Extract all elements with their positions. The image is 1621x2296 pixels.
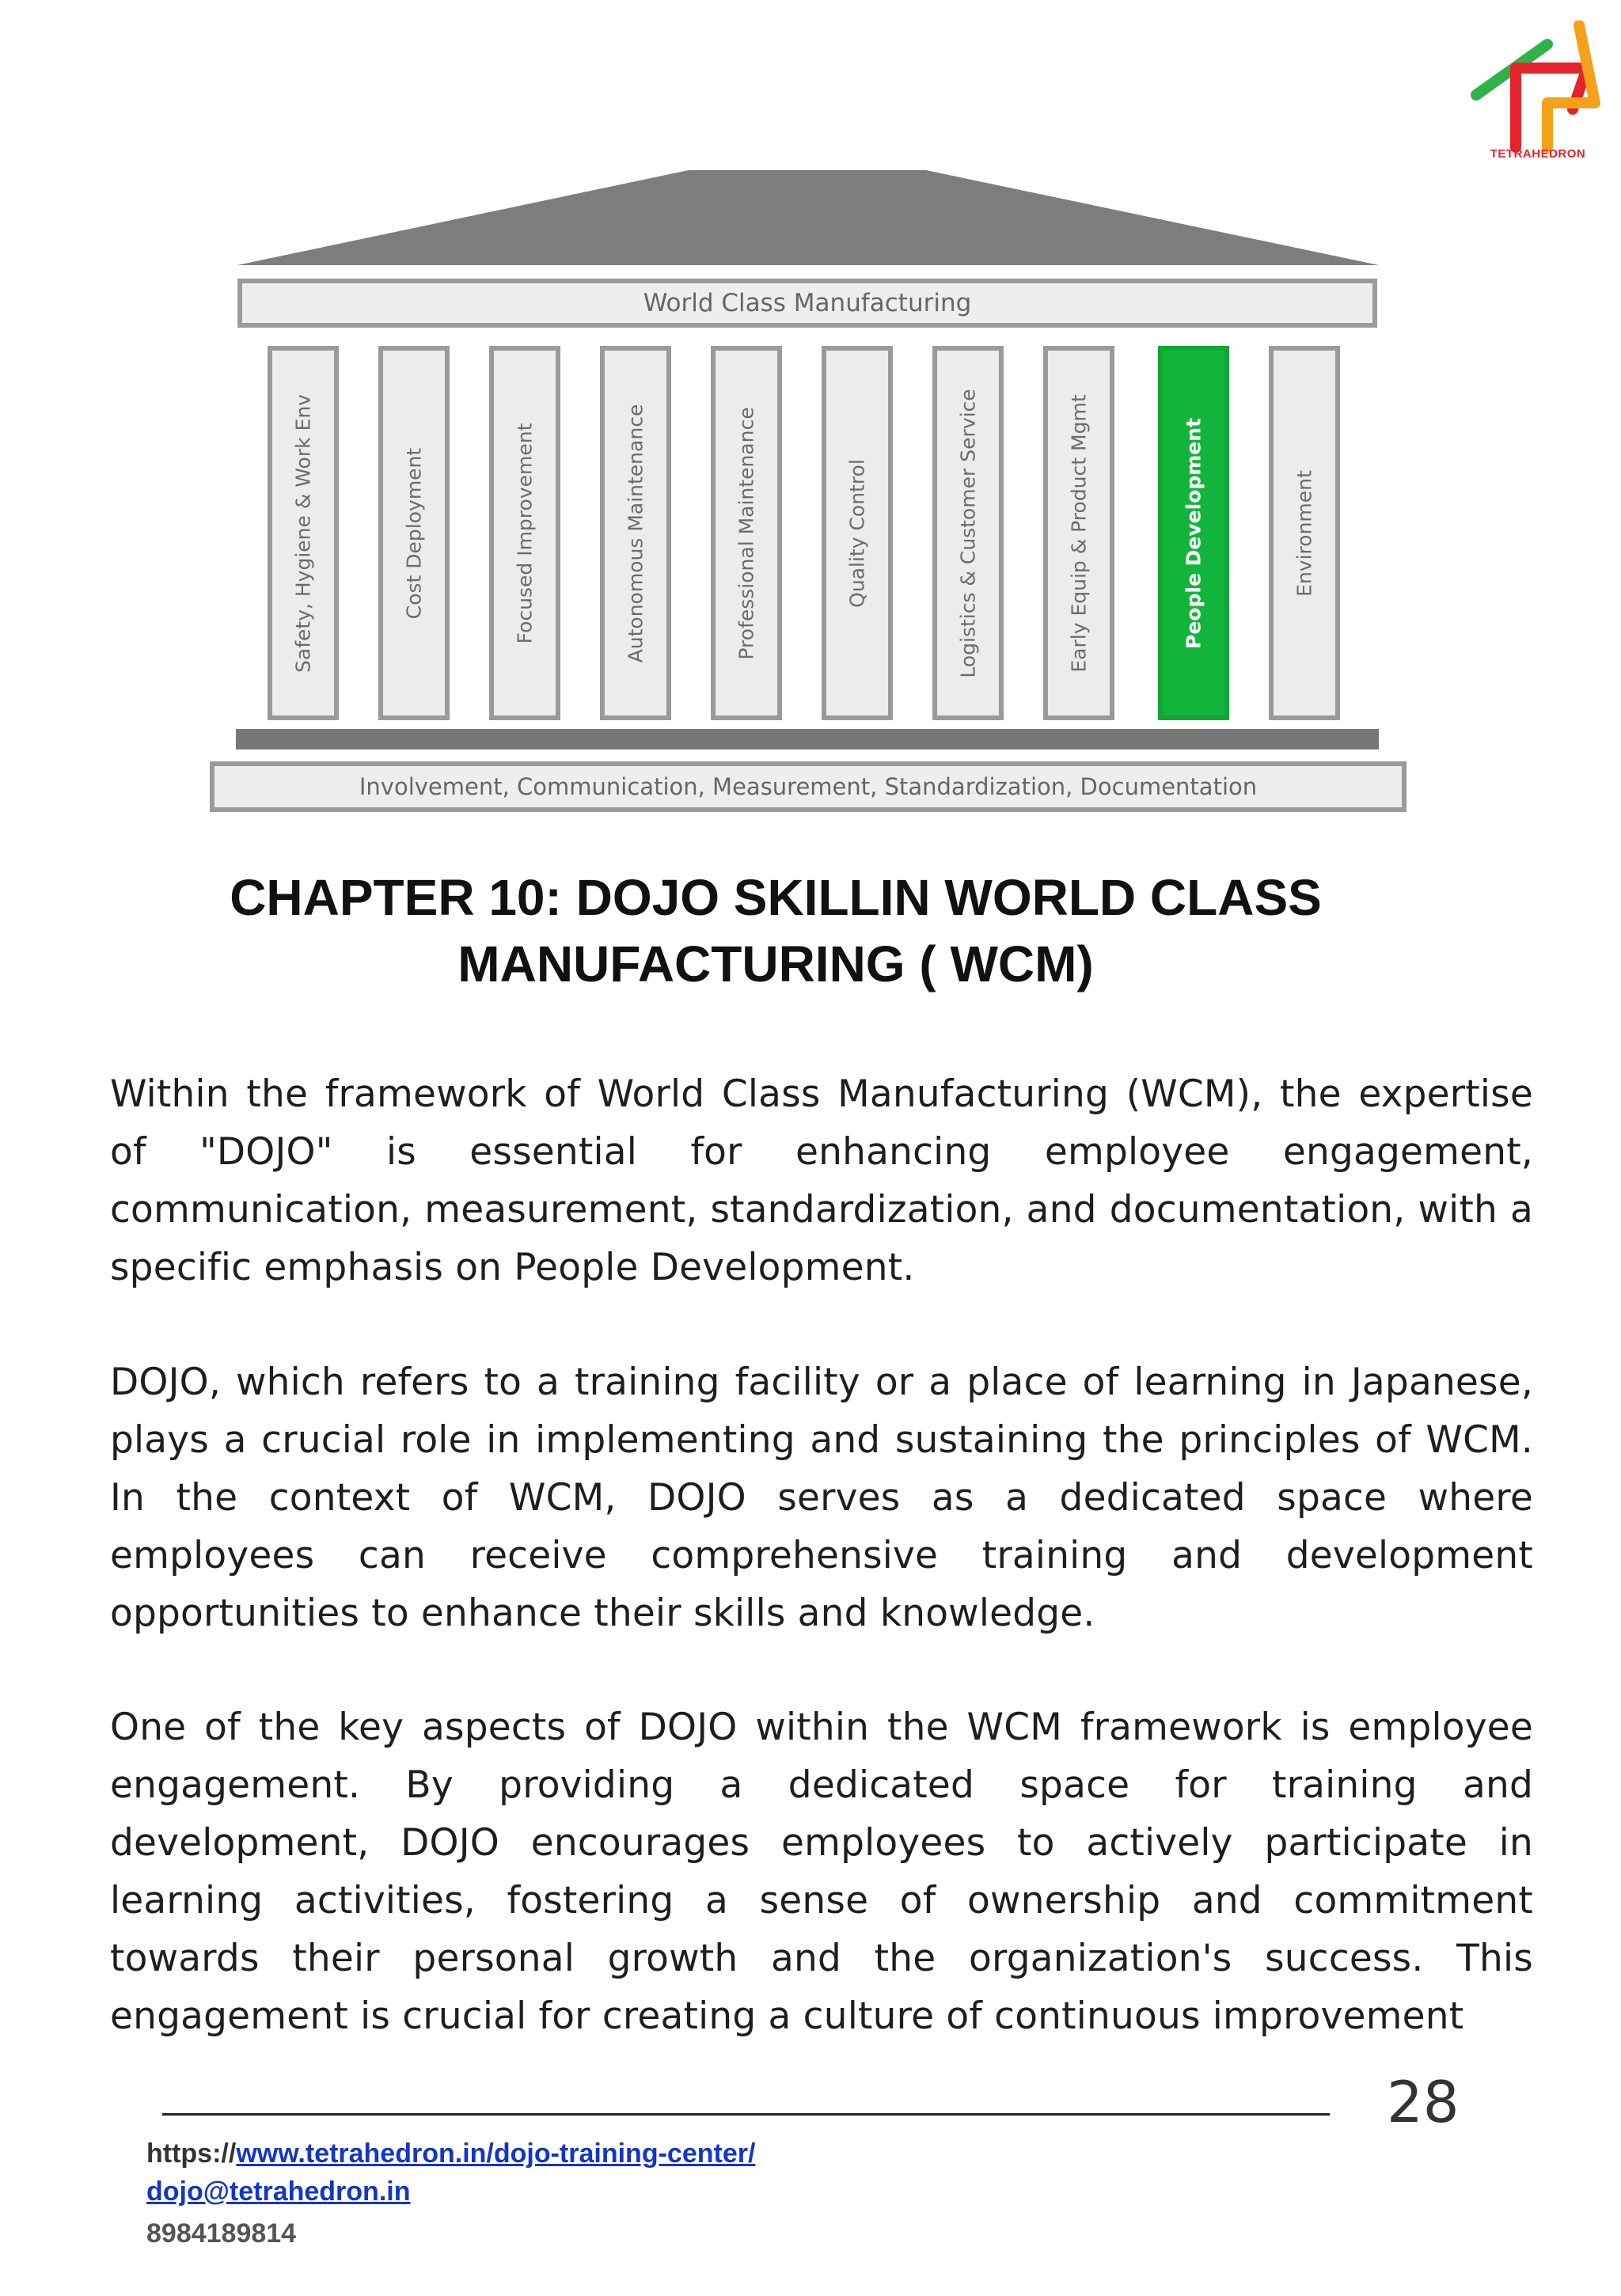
pillar-people-development — [1158, 346, 1229, 720]
pillar-label: Environment — [1293, 469, 1316, 597]
pillar-label: Logistics & Customer Service — [956, 388, 980, 678]
pillar-label: Focused Improvement — [513, 423, 537, 643]
temple-foundation: Involvement, Communication, Measurement, Standardization, Documentation — [210, 761, 1407, 812]
pillar-label: Professional Maintenance — [735, 406, 758, 660]
pillar-professional-maintenance — [711, 346, 782, 720]
footer-email-link[interactable]: dojo@tetrahedron.in — [146, 2176, 411, 2207]
pillar-early-equip — [1043, 346, 1114, 720]
body-paragraph: DOJO, which refers to a training facility or a place of learning in Japanese, plays a crucial role in implementing and sustaining the principles of WCM. In the context of WCM, DOJO serves as a dedicated space where employees can receive comprehensive training and development opportunities to enhance their skills and knowledge. — [110, 1361, 1533, 1635]
temple-roof — [237, 164, 1379, 267]
footer-phone: 8984189814 — [146, 2218, 297, 2249]
pillar-environment — [1269, 346, 1340, 720]
body-paragraph: Within the framework of World Class Manufacturing (WCM), the expertise of "DOJO" is essential for enhancing employee engagement, communication, measurement, standardization, and documentation, with a specific emphasis on People Development. — [110, 1072, 1533, 1289]
chapter-title-line-2: MANUFACTURING ( WCM) — [457, 935, 1094, 992]
chapter-title — [119, 864, 1433, 997]
logo-wordmark: TETRAHEDRON — [1490, 147, 1586, 161]
pillar-label: Early Equip & Product Mgmt — [1067, 393, 1091, 673]
pillar-cost-deployment — [378, 346, 450, 720]
pillar-logistics — [932, 346, 1004, 720]
footer-email — [146, 2176, 410, 2207]
pillar-label: Cost Deployment — [402, 447, 426, 619]
pillar-label: People Development — [1182, 417, 1205, 649]
pillar-label: Quality Control — [845, 458, 869, 608]
temple-base-bar — [236, 729, 1379, 750]
body-paragraph: One of the key aspects of DOJO within the WCM framework is employee engagement. By providing a dedicated space for training and development, DOJO encourages employees to actively participate in learning activities, fostering a sense of ownership and commitment towards their personal growth and the organization's success. This engagement is crucial for creating a culture of continuous improvement — [110, 1706, 1533, 2038]
pillar-label: Safety, Hygiene & Work Env — [291, 393, 315, 673]
pillar-focused-improvement — [489, 346, 560, 720]
pillar-safety — [268, 346, 339, 720]
pillar-label: Autonomous Maintenance — [624, 404, 647, 662]
pillar-autonomous-maintenance — [600, 346, 671, 720]
footer-website-link[interactable]: www.tetrahedron.in/dojo-training-center/ — [236, 2139, 756, 2169]
wcm-top-beam: World Class Manufacturing — [237, 279, 1377, 328]
pillar-quality-control — [822, 346, 893, 720]
chapter-title-line-1: CHAPTER 10: DOJO SKILLIN WORLD CLASS — [230, 869, 1322, 926]
page-number: 28 — [1387, 2069, 1460, 2135]
footer-divider — [162, 2113, 1330, 2116]
footer-url-prefix: https:// — [146, 2139, 237, 2169]
footer-website — [146, 2139, 755, 2169]
